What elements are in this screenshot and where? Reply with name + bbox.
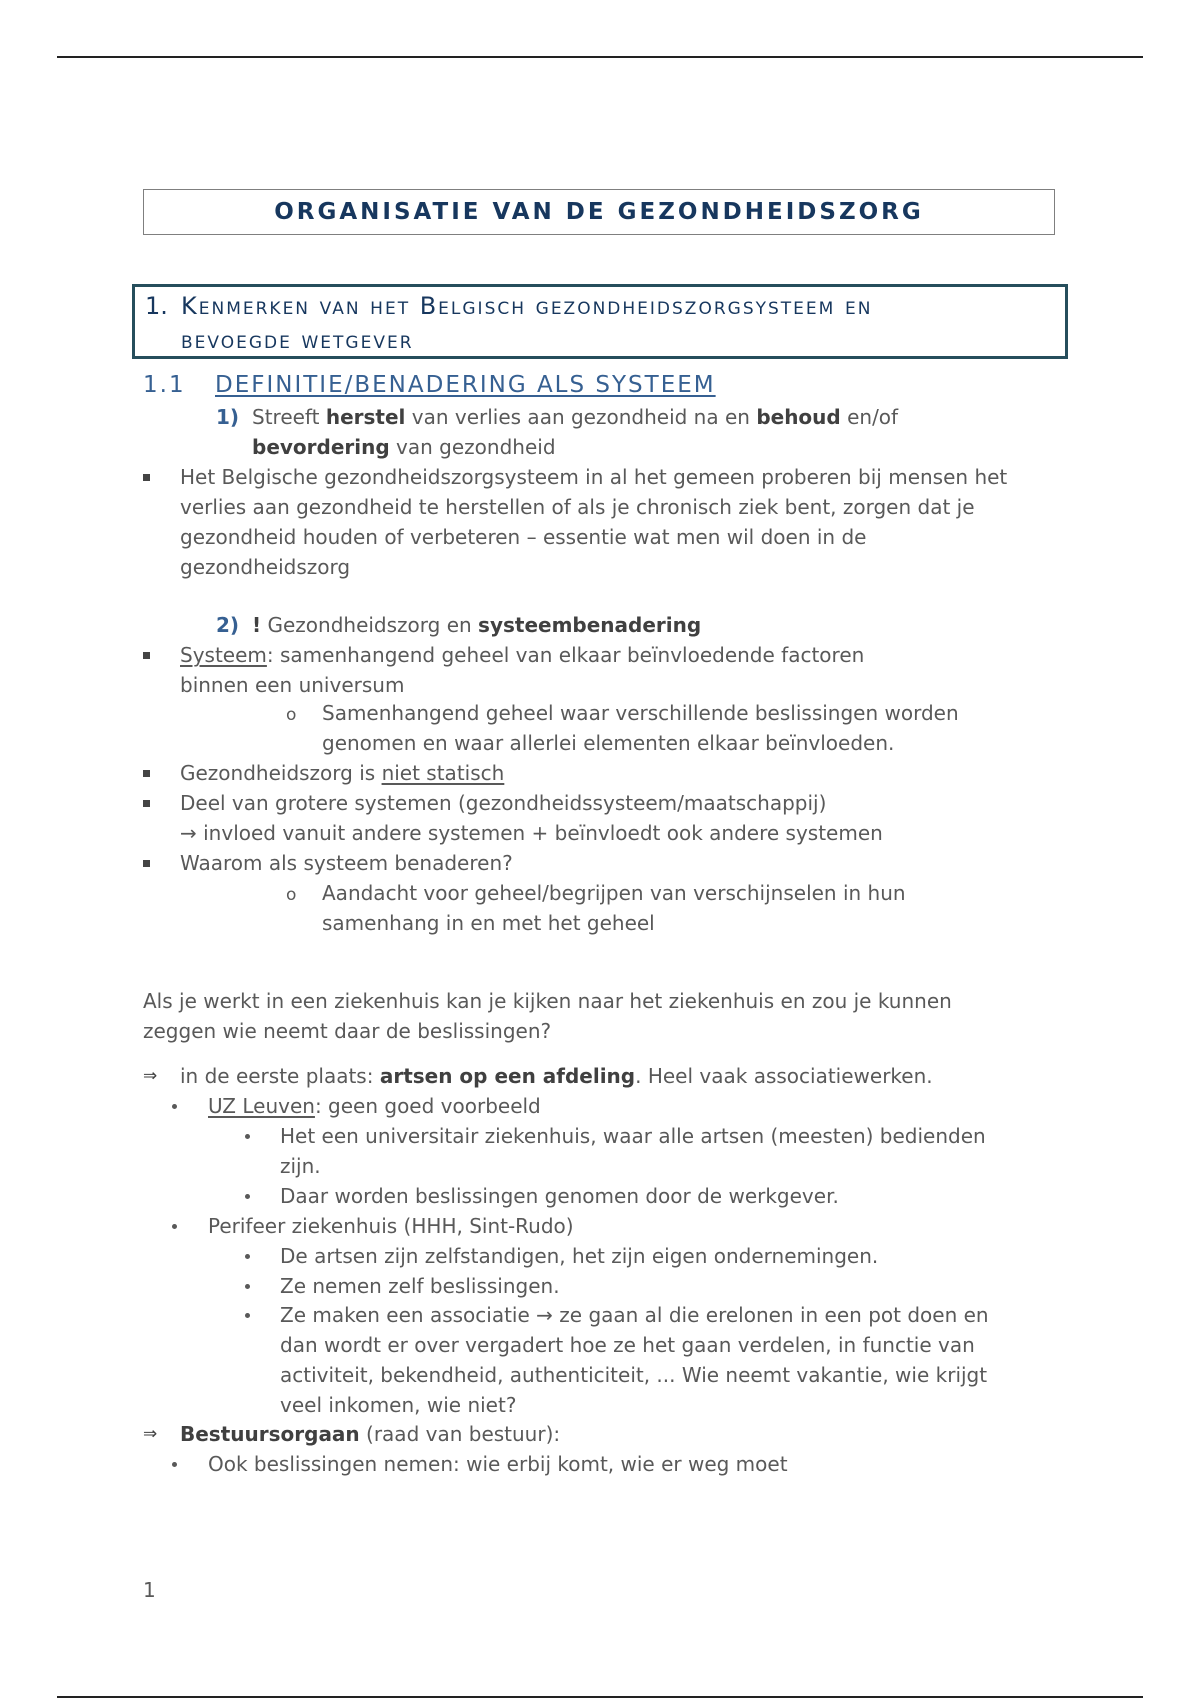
list-item [208,1449,788,1479]
heading-1-number: 1. [145,292,168,320]
text-line: Ze nemen zelf beslissingen. [280,1274,560,1298]
text-run: Gezondheidszorg is [180,761,382,785]
text-run: . Heel vaak associatiewerken. [635,1064,933,1088]
bold-run: artsen op een afdeling [379,1064,636,1088]
text-run: : geen goed voorbeeld [314,1094,541,1118]
text-line: Deel van grotere systemen (gezondheidssysteem/maatschappij) [180,791,827,815]
list-item-uz-leuven [208,1091,541,1121]
arrow-right-icon: → [180,821,197,845]
text-line: genomen en waar allerlei elementen elkaar beïnvloeden. [322,731,895,755]
text-line: Samenhangend geheel waar verschillende beslissingen worden [322,701,959,725]
sub-bullet [322,698,959,758]
item-number: 1) [216,405,240,429]
circle-bullet-icon: o [286,705,297,725]
heading-1-line2: bevoegde wetgever [181,326,414,354]
circle-bullet-icon: o [286,885,297,905]
heading-2-text: DEFINITIE/BENADERING ALS SYSTEEM [215,372,716,398]
text-run: Streeft [252,405,326,429]
heading-1 [132,284,1068,359]
exclamation-mark: ! [252,613,262,637]
bold-run: bevordering [252,435,390,459]
bullet-dot-icon [172,1462,177,1467]
underlined-run: niet statisch [381,761,505,785]
bullet-dot-icon [245,1254,250,1259]
bullet-systeem [180,640,864,700]
bullet-dot-icon [245,1194,250,1199]
heading-1-line1: Kenmerken van het Belgisch gezondheidszorgsysteem en [181,292,873,320]
underlined-run: UZ Leuven [208,1094,315,1118]
bullet-dot-icon [245,1134,250,1139]
text-line: verlies aan gezondheid te herstellen of als je chronisch ziek bent, zorgen dat je [180,495,975,519]
arrow-right-icon: → [536,1303,553,1327]
list-item [280,1271,560,1301]
text-line: binnen een universum [180,673,405,697]
text-line: Als je werkt in een ziekenhuis kan je kijken naar het ziekenhuis en zou je kunnen [143,989,952,1013]
bullet-dot-icon [245,1284,250,1289]
text-run: en/of [840,405,899,429]
text-line: Aandacht voor geheel/begrijpen van verschijnselen in hun [322,881,906,905]
text-line: activiteit, bekendheid, authenticiteit, ... Wie neemt vakantie, wie krijgt [280,1363,988,1387]
bullet-grotere-systemen [180,788,883,848]
paragraph [143,986,952,1046]
sub-bullet [322,878,906,938]
document-title: ORGANISATIE VAN DE GEZONDHEIDSZORG [274,199,924,225]
text-run: Gezondheidszorg en [261,613,479,637]
text-run: Ze maken een associatie [280,1303,537,1327]
square-bullet-icon [143,652,150,659]
heading-2 [143,370,716,400]
text-line: De artsen zijn zelfstandigen, het zijn eigen ondernemingen. [280,1244,879,1268]
text-line: Ook beslissingen nemen: wie erbij komt, wie er weg moet [208,1452,788,1476]
page-number: 1 [143,1578,156,1602]
text-line: dan wordt er over vergadert hoe ze het gaan verdelen, in functie van [280,1333,975,1357]
square-bullet-icon [143,770,150,777]
square-bullet-icon [143,800,150,807]
text-line: zijn. [280,1154,321,1178]
list-item [280,1121,986,1181]
square-bullet-icon [143,860,150,867]
list-item-associatie [280,1300,989,1420]
arrow-item-bestuursorgaan [180,1419,560,1449]
bold-run: systeembenadering [478,613,702,637]
text-run: ze gaan al die erelonen in een pot doen en [552,1303,989,1327]
bullet-paragraph [180,462,1007,582]
text-run: in de eerste plaats: [180,1064,380,1088]
list-item-perifeer [208,1211,574,1241]
bullet-niet-statisch [180,758,504,788]
footer-rule [57,1696,1143,1698]
text-line: zeggen wie neemt daar de beslissingen? [143,1019,552,1043]
text-line: Daar worden beslissingen genomen door de werkgever. [280,1184,839,1208]
text-run: van verlies aan gezondheid na en [405,405,757,429]
bold-run: behoud [756,405,841,429]
bullet-dot-icon [172,1224,177,1229]
arrow-item-artsen [180,1061,933,1091]
heading-2-number: 1.1 [143,372,186,398]
text-line: gezondheidszorg [180,555,351,579]
text-line: gezondheid houden of verbeteren – essentie wat men wil doen in de [180,525,867,549]
header-rule [57,56,1143,58]
bold-run: Bestuursorgaan [180,1422,360,1446]
text-run: : samenhangend geheel van elkaar beïnvloedende factoren [266,643,865,667]
list-item [280,1181,839,1211]
double-arrow-bullet-icon: ⇒ [143,1424,158,1444]
double-arrow-bullet-icon: ⇒ [143,1066,158,1086]
text-line: samenhang in en met het geheel [322,911,655,935]
numbered-item-2 [216,610,701,640]
numbered-item-1 [216,402,898,462]
text-line: Het een universitair ziekenhuis, waar alle artsen (meesten) bedienden [280,1124,986,1148]
text-line: veel inkomen, wie niet? [280,1393,517,1417]
underlined-run: Systeem [180,643,267,667]
bullet-dot-icon [245,1313,250,1318]
square-bullet-icon [143,474,150,481]
text-line: Het Belgische gezondheidszorgsysteem in al het gemeen proberen bij mensen het [180,465,1008,489]
text-run: invloed vanuit andere systemen + beïnvloedt ook andere systemen [196,821,883,845]
list-item [280,1241,878,1271]
bullet-waarom [180,848,513,878]
item-number: 2) [216,613,240,637]
bullet-dot-icon [172,1104,177,1109]
text-line: Waarom als systeem benaderen? [180,851,513,875]
text-run: van gezondheid [389,435,556,459]
document-title-box [143,189,1055,235]
text-run: (raad van bestuur): [359,1422,561,1446]
bold-run: herstel [325,405,406,429]
text-line: Perifeer ziekenhuis (HHH, Sint-Rudo) [208,1214,574,1238]
